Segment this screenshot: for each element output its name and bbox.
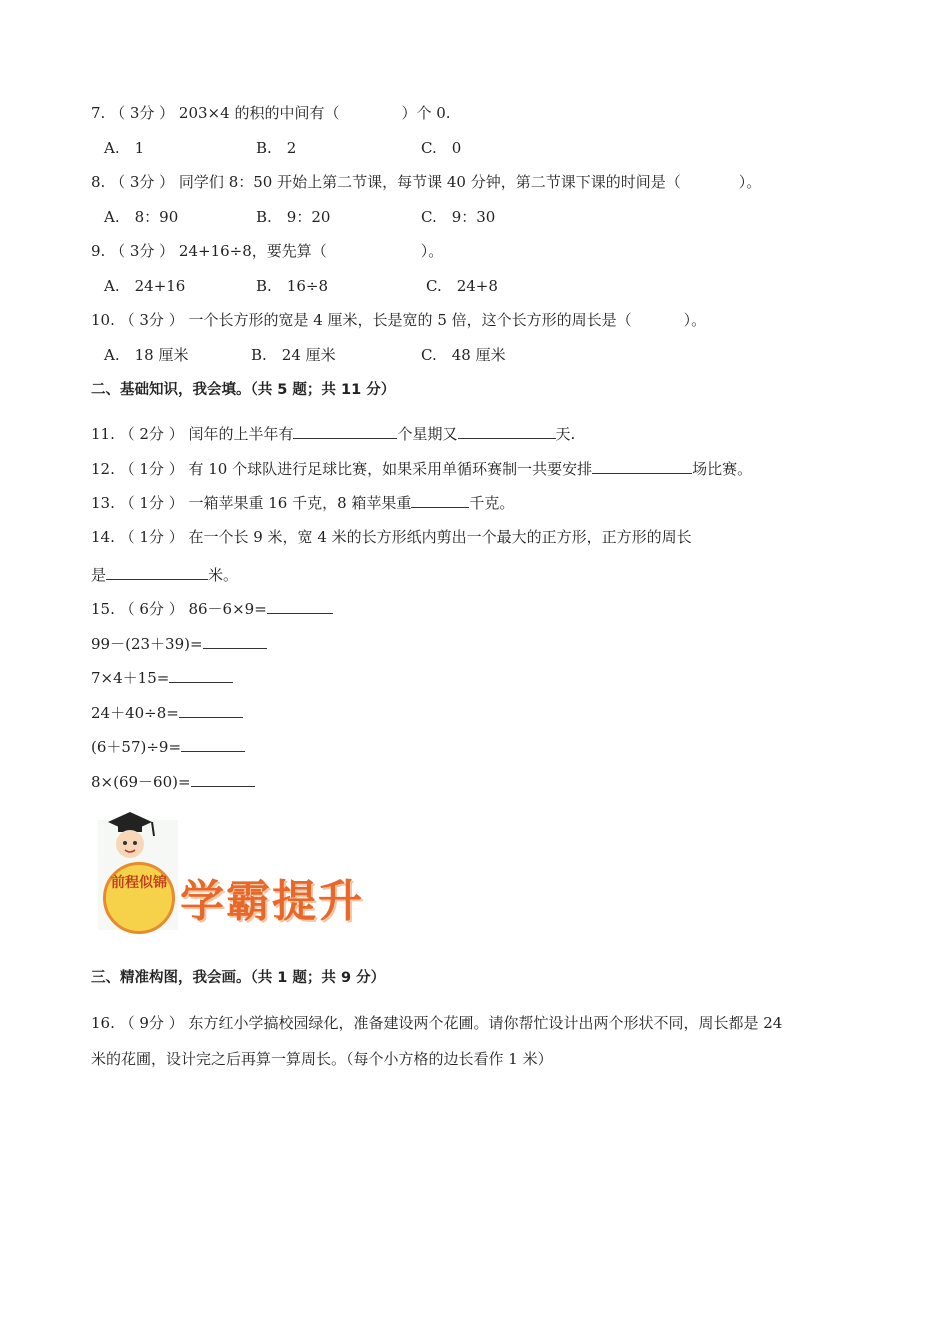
q13-blank[interactable] bbox=[411, 492, 469, 508]
q16-line1: 16. （ 9分 ） 东方红小学搞校园绿化，准备建设两个花圃。请你帮忙设计出两个形状不同，周长都是 24 bbox=[91, 1014, 783, 1032]
q9-option-b[interactable]: B. 16÷8 bbox=[256, 277, 328, 295]
q15-blank-1[interactable] bbox=[267, 598, 333, 614]
q8-stem: 8. （ 3分 ） 同学们 8：50 开始上第二节课，每节课 40 分钟，第二节课下课的时间是（ ）。 bbox=[91, 173, 762, 191]
q7-stem: 7. （ 3分 ） 203×4 的积的中间有（ ）个 0. bbox=[91, 104, 451, 122]
q15-blank-2[interactable] bbox=[203, 633, 267, 649]
q16-line2: 米的花圃，设计完之后再算一算周长。（每个小方格的边长看作 1 米） bbox=[91, 1050, 553, 1068]
q14-line2: 是 米。 bbox=[91, 566, 239, 584]
q8-option-a[interactable]: A. 8：90 bbox=[104, 208, 179, 226]
section-3-title: 三、精准构图，我会画。（共 1 题；共 9 分） bbox=[91, 970, 386, 986]
q9-option-c[interactable]: C. 24+8 bbox=[426, 277, 498, 295]
q15-blank-4[interactable] bbox=[179, 702, 243, 718]
q9-option-a[interactable]: A. 24+16 bbox=[104, 277, 186, 295]
q11-blank-days[interactable] bbox=[458, 423, 556, 439]
q15-line-5: (6＋57)÷9= bbox=[91, 736, 245, 757]
q15-line-2: 99－(23＋39)= bbox=[91, 633, 267, 654]
q8-option-c[interactable]: C. 9：30 bbox=[421, 208, 496, 226]
q15-blank-3[interactable] bbox=[169, 667, 233, 683]
q9-stem: 9. （ 3分 ） 24+16÷8，要先算（ ）。 bbox=[91, 242, 444, 260]
q10-option-b[interactable]: B. 24 厘米 bbox=[251, 346, 336, 364]
q14-blank[interactable] bbox=[106, 564, 208, 580]
q11: 11. （ 2分 ） 闰年的上半年有 个星期又 天. bbox=[91, 425, 576, 443]
q8-option-b[interactable]: B. 9：20 bbox=[256, 208, 331, 226]
q15-line-3: 7×4＋15= bbox=[91, 667, 233, 688]
q15-blank-5[interactable] bbox=[181, 736, 245, 752]
q7-option-a[interactable]: A. 1 bbox=[104, 139, 145, 157]
q7-option-b[interactable]: B. 2 bbox=[256, 139, 297, 157]
q7-option-c[interactable]: C. 0 bbox=[421, 139, 462, 157]
q12: 12. （ 1分 ） 有 10 个球队进行足球比赛，如果采用单循环赛制一共要安排 场比赛。 bbox=[91, 460, 753, 478]
section-2-title: 二、基础知识，我会填。（共 5 题；共 11 分） bbox=[91, 382, 396, 398]
logo-title: 学霸提升 bbox=[180, 876, 364, 927]
q12-blank[interactable] bbox=[592, 458, 692, 474]
q10-option-c[interactable]: C. 48 厘米 bbox=[421, 346, 506, 364]
q11-blank-weeks[interactable] bbox=[293, 423, 397, 439]
q15-blank-6[interactable] bbox=[191, 771, 255, 787]
q10-stem: 10. （ 3分 ） 一个长方形的宽是 4 厘米，长是宽的 5 倍，这个长方形的周长是（ ）。 bbox=[91, 311, 707, 329]
q15-line-6: 8×(69－60)= bbox=[91, 771, 255, 792]
badge-text: 前程似锦 bbox=[111, 875, 167, 891]
q14-line1: 14. （ 1分 ） 在一个长 9 米，宽 4 米的长方形纸内剪出一个最大的正方形，正方形的周长 bbox=[91, 528, 692, 546]
q15-line-1: 15. （ 6分 ） 86－6×9= bbox=[91, 598, 333, 619]
q13: 13. （ 1分 ） 一箱苹果重 16 千克，8 箱苹果重 千克。 bbox=[91, 494, 515, 512]
q15-line-4: 24＋40÷8= bbox=[91, 702, 243, 723]
q10-option-a[interactable]: A. 18 厘米 bbox=[104, 346, 189, 364]
